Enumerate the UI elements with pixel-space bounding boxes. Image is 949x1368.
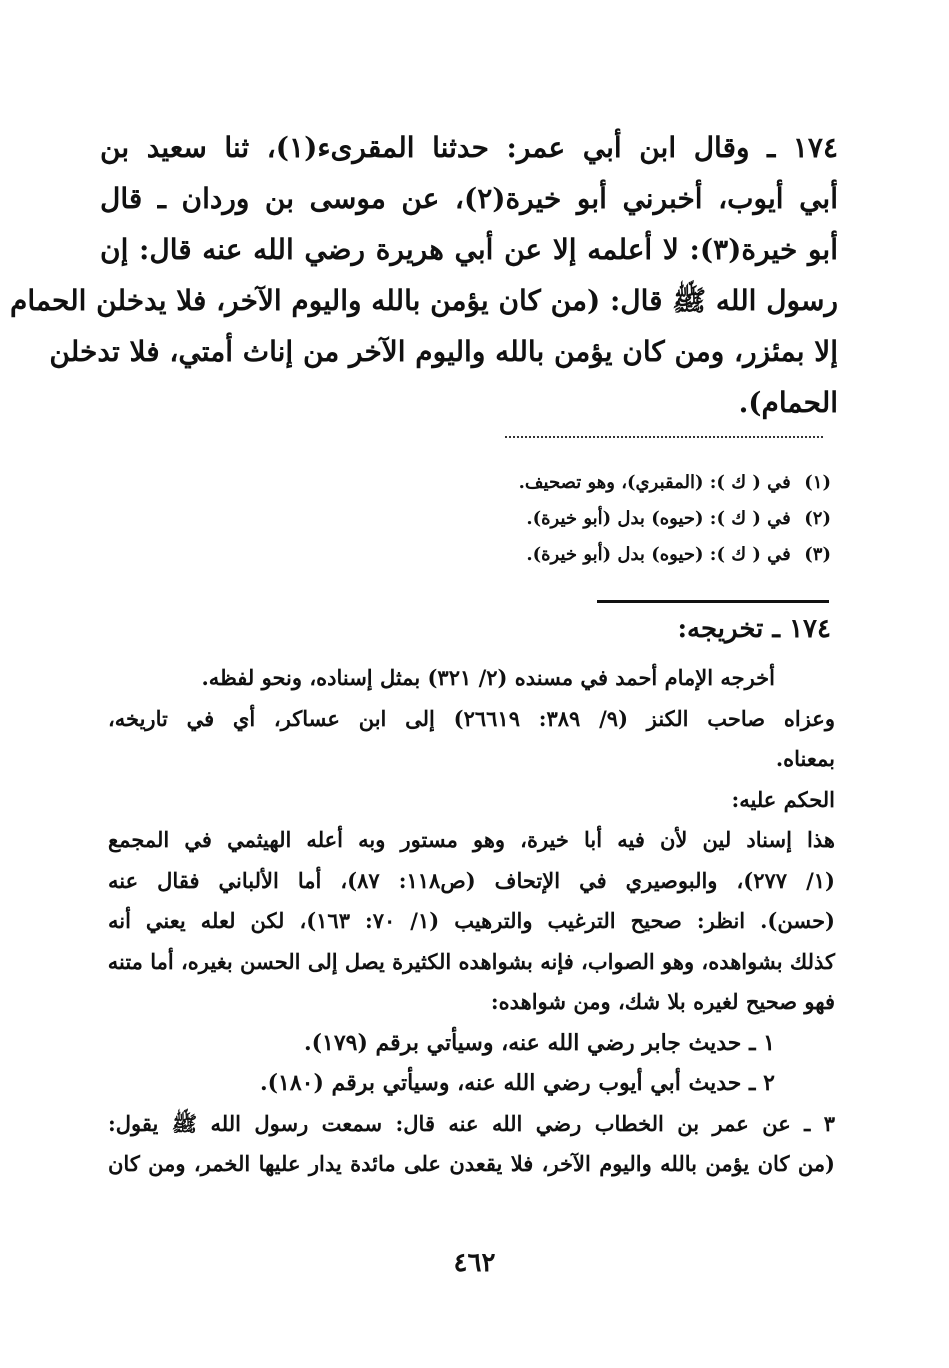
hukm-line: (حسن). انظر: صحيح الترغيب والترهيب (١/ ٧٠: ١٦٣)، لكن لعله يعني أنه xyxy=(108,908,835,933)
hukm-heading: الحكم عليه: xyxy=(731,786,835,812)
footnote-text: في ( ك ): (حيوه) بدل (أبو خيرة). xyxy=(526,544,791,565)
commentary xyxy=(108,658,835,1185)
takhrij-line: بمعناه. xyxy=(775,746,835,771)
footnote-text: في ( ك ): (المقبري)، وهو تصحيف. xyxy=(518,472,791,493)
hukm-line: كذلك بشواهده، وهو الصواب، فإنه بشواهده الكثيرة يصل إلى الحسن بغيره، أما متنه xyxy=(107,948,835,974)
evidence-item: ٢ ـ حديث أبي أيوب رضي الله عنه، وسيأتي برقم (١٨٠). xyxy=(259,1070,775,1096)
footnote-number: (٣) xyxy=(804,544,831,565)
hukm-line: (١/ ٢٧٧)، والبوصيري في الإتحاف (ص١١٨: ٨٧)، أما الألباني فقال عنه xyxy=(108,867,835,893)
footnote-number: (١) xyxy=(804,472,831,493)
hadith-line: ١٧٤ ـ وقال ابن أبي عمر: حدثنا المقرىء(١)، ثنا سعيد بن xyxy=(100,131,838,164)
evidence-line: ٣ ـ عن عمر بن الخطاب رضي الله عنه قال: سمعت رسول الله ﷺ يقول: xyxy=(108,1110,835,1136)
hukm-line: هذا إسناد لين لأن فيه أبا خيرة، وهو مستور وبه أعله الهيثمي في المجمع xyxy=(108,827,835,852)
footnote-item xyxy=(331,537,831,573)
hadith-line: أبو خيرة(٣): لا أعلمه إلا عن أبي هريرة رضي الله عنه قال: إن xyxy=(100,233,838,266)
hadith-line: إلا بمئزر، ومن كان يؤمن بالله واليوم الآخر من إناث أمتي، فلا تدخلن xyxy=(49,335,838,368)
footnotes xyxy=(331,465,831,573)
takhrij-line: أخرجه الإمام أحمد في مسنده (٢/ ٣٢١) بمثل إسناده، ونحو لفظه. xyxy=(201,665,775,690)
footnote-item xyxy=(331,501,831,537)
footnote-item xyxy=(331,465,831,501)
takhrij-line: وعزاه صاحب الكنز (٩/ ٣٨٩: ٢٦٦١٩) إلى ابن عساكر، أي في تاريخه، xyxy=(108,705,835,731)
footnote-text: في ( ك ): (حيوه) بدل (أبو خيرة). xyxy=(526,508,791,529)
hadith-line: أبي أيوب، أخبرني أبو خيرة(٢)، عن موسى بن وردان ـ قال xyxy=(100,182,838,215)
hadith-line: الحمام). xyxy=(738,386,838,419)
hadith-text xyxy=(9,122,838,428)
takhrij-heading: ١٧٤ ـ تخريجه: xyxy=(677,614,831,644)
footnote-separator xyxy=(505,436,823,438)
section-divider xyxy=(597,600,829,603)
hukm-line: فهو صحيح لغيره بلا شك، ومن شواهده: xyxy=(490,989,835,1014)
evidence-item: ١ ـ حديث جابر رضي الله عنه، وسيأتي برقم (١٧٩). xyxy=(303,1029,775,1056)
footnote-number: (٢) xyxy=(804,508,831,529)
page-number: ٤٦٢ xyxy=(453,1248,496,1278)
evidence-line: (من كان يؤمن بالله واليوم الآخر، فلا يقعدن على مائدة يدار عليها الخمر، ومن كان xyxy=(108,1151,835,1176)
hadith-line: رسول الله ﷺ قال: (من كان يؤمن بالله واليوم الآخر، فلا يدخلن الحمام xyxy=(9,284,838,317)
